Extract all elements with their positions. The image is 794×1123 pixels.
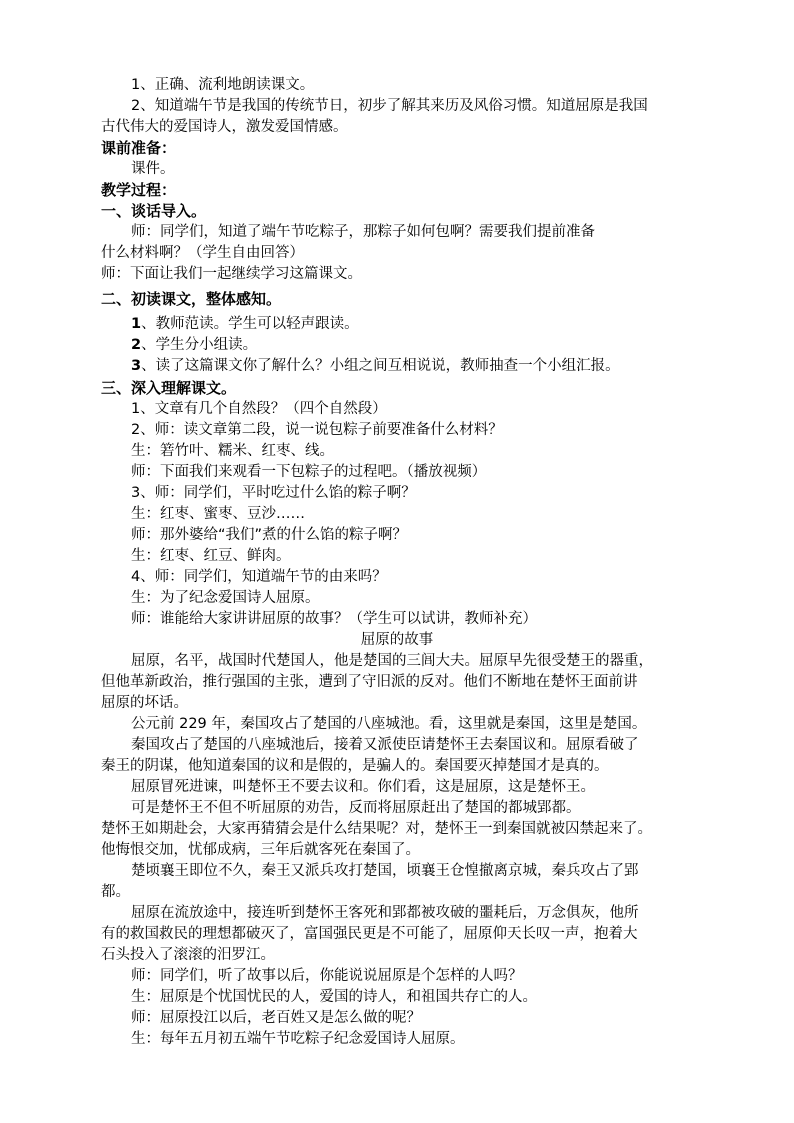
prep-heading: 课前准备： <box>101 139 177 157</box>
closing-line: 师：同学们，听了故事以后，你能说说屈原是个怎样的人吗？ <box>131 968 523 984</box>
closing-line: 师：屈原投江以后，老百姓又是怎么做的呢？ <box>131 1010 421 1026</box>
story-line: 秦国攻占了楚国的八座城池后，接着又派使臣请楚怀王去秦国议和。屈原看破了 <box>131 737 639 753</box>
section2-heading: 二、初读课文，整体感知。 <box>101 290 282 308</box>
section2-item-number: 3 <box>131 358 142 374</box>
story-line: 有的救国救民的理想都破灭了，富国强民更是不可能了，屈原仰天长叹一声，抱着大 <box>101 926 638 942</box>
section3-heading: 三、深入理解课文。 <box>101 379 237 397</box>
story-line: 屈原在流放途中，接连听到楚怀王客死和郢都被攻破的噩耗后，万念俱灰，他所 <box>131 905 639 921</box>
closing-line: 生：屈原是个忧国忧民的人，爱国的诗人，和祖国共存亡的人。 <box>131 989 537 1005</box>
story-line: 他悔恨交加，忧郁成病，三年后就客死在秦国了。 <box>101 842 420 858</box>
objective-line-3: 古代伟大的爱国诗人，激发爱国情感。 <box>101 119 348 135</box>
section3-line: 4、师：同学们，知道端午节的由来吗？ <box>131 569 387 585</box>
objective-line-1: 1、正确、流利地朗读课文。 <box>131 77 315 93</box>
section2-item-2 <box>131 335 257 356</box>
story-line: 楚顷襄王即位不久，秦王又派兵攻打楚国，顷襄王仓惶撤离京城，秦兵攻占了郢 <box>131 863 639 879</box>
story-line: 但他革新政治，推行强国的主张，遭到了守旧派的反对。他们不断地在楚怀王面前讲 <box>101 674 638 690</box>
section3-line: 1、文章有几个自然段？（四个自然段） <box>131 401 387 417</box>
story-line: 屈原的坏话。 <box>101 695 188 711</box>
process-heading: 教学过程： <box>101 181 177 199</box>
section1-line-1: 师：同学们，知道了端午节吃粽子，那粽子如何包啊？需要我们提前准备 <box>131 224 595 240</box>
section2-item-1 <box>131 314 359 335</box>
section3-line: 2、师：读文章第二段，说一说包粽子前要准备什么材料？ <box>131 422 503 438</box>
section1-line-3: 师：下面让我们一起继续学习这篇课文。 <box>101 266 362 282</box>
section1-line-2: 什么材料啊？（学生自由回答） <box>101 245 304 261</box>
section1-heading: 一、谈话导入。 <box>101 202 207 220</box>
story-line: 可是楚怀王不但不听屈原的劝告，反而将屈原赶出了楚国的都城郢都。 <box>131 800 581 816</box>
section2-item-text: 、教师范读。学生可以轻声跟读。 <box>141 316 359 332</box>
story-line: 都。 <box>101 884 130 900</box>
objective-line-2: 2、知道端午节是我国的传统节日，初步了解其来历及风俗习惯。知道屈原是我国 <box>131 98 648 114</box>
section2-item-number: 1 <box>131 316 142 332</box>
story-line: 屈原，名平，战国时代楚国人，他是楚国的三闾大夫。屈原早先很受楚王的器重， <box>131 653 653 669</box>
section2-item-number: 2 <box>131 337 142 353</box>
section3-line: 生：红枣、蜜枣、豆沙…… <box>131 506 305 522</box>
prep-body: 课件。 <box>131 161 175 177</box>
section3-line: 3、师：同学们，平时吃过什么馅的粽子啊？ <box>131 485 416 501</box>
story-title: 屈原的故事 <box>360 632 434 648</box>
section3-line: 生：红枣、红豆、鲜肉。 <box>131 548 291 564</box>
section2-item-text: 、读了这篇课文你了解什么？小组之间互相说说，教师抽查一个小组汇报。 <box>141 358 620 374</box>
story-line: 楚怀王如期赴会，大家再猜猜会是什么结果呢？对，楚怀王一到秦国就被囚禁起来了。 <box>101 821 652 837</box>
section3-line: 师：下面我们来观看一下包粽子的过程吧。（播放视频） <box>131 464 487 480</box>
section2-item-text: 、学生分小组读。 <box>141 337 258 353</box>
closing-line: 生：每年五月初五端午节吃粽子纪念爱国诗人屈原。 <box>131 1031 465 1047</box>
section2-item-3 <box>131 356 620 377</box>
story-line: 秦王的阴谋，他知道秦国的议和是假的，是骗人的。秦国要灭掉楚国才是真的。 <box>101 758 609 774</box>
section3-line: 生：为了纪念爱国诗人屈原。 <box>131 590 320 606</box>
section3-line: 师：那外婆给“我们”煮的什么馅的粽子啊？ <box>131 527 408 543</box>
story-line: 公元前 229 年，秦国攻占了楚国的八座城池。看，这里就是秦国，这里是楚国。 <box>131 716 647 732</box>
section3-line: 师：谁能给大家讲讲屈原的故事？（学生可以试讲，教师补充） <box>131 611 537 627</box>
story-line: 屈原冒死进谏，叫楚怀王不要去议和。你们看，这是屈原，这是楚怀王。 <box>131 779 595 795</box>
story-line: 石头投入了滚滚的汨罗江。 <box>101 947 275 963</box>
section3-line: 生：箬竹叶、糯米、红枣、线。 <box>131 443 334 459</box>
